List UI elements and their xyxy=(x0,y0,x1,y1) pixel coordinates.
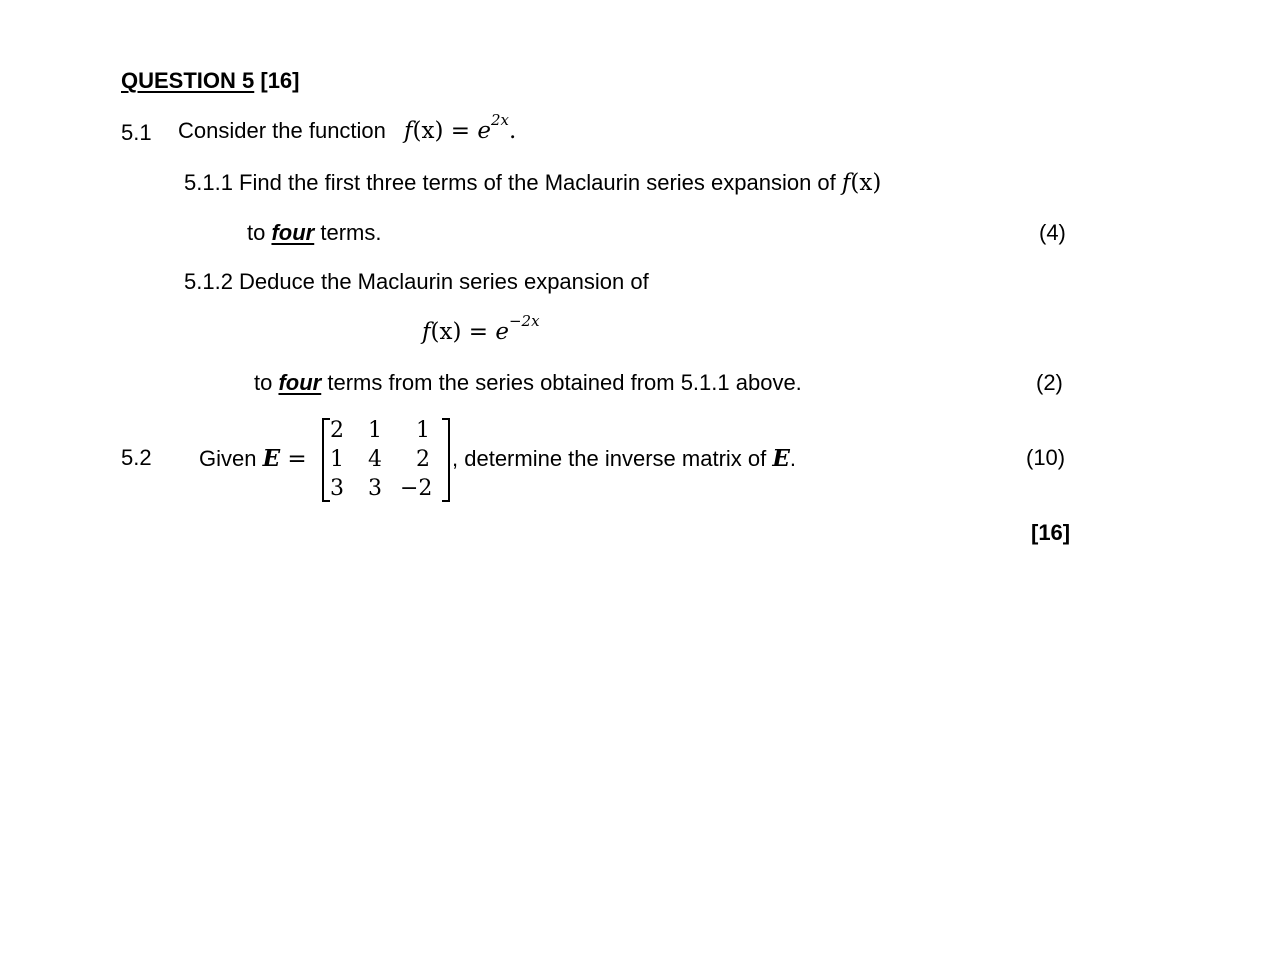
q5-1-1-text: 5.1.1 Find the first three terms of the Maclaurin series expansion of xyxy=(184,170,836,195)
matrix-right-bracket xyxy=(442,418,450,502)
q5-2-given: Given E = xyxy=(199,445,307,472)
q5-2-suffix: , determine the inverse matrix of E. xyxy=(452,445,797,472)
q5-1-line xyxy=(178,111,517,144)
matrix-cell: 3 xyxy=(330,476,344,501)
q5-1-exponent: 2x xyxy=(491,111,510,130)
q5-1-1-marks: (4) xyxy=(1039,220,1066,245)
q5-1-2-line3: to four terms from the series obtained from 5.1.1 above. xyxy=(254,370,802,395)
q5-1-2-emphasis: four xyxy=(278,370,322,395)
q5-1-2-function: $f(x) = e^{-2x}$ xyxy=(422,312,540,345)
matrix-cell: −2 xyxy=(400,476,433,501)
q5-1-2-text: 5.1.2 Deduce the Maclaurin series expansion of xyxy=(184,269,649,294)
q5-1-2-exponent: −2x xyxy=(508,312,540,331)
q5-1-function: $f(x) = e^{2x}$. xyxy=(404,111,517,144)
matrix-cell: 1 xyxy=(416,418,430,443)
question-title-label: QUESTION 5 xyxy=(121,68,255,93)
question-title-marks: [16] xyxy=(260,68,300,93)
q5-1-1-emphasis: four xyxy=(271,220,315,245)
q5-1-1-line2: to four terms. xyxy=(247,220,382,245)
q5-2-matrix-name: E xyxy=(262,445,281,472)
q5-1-1-function: f(x) xyxy=(841,170,882,196)
matrix-cell: 4 xyxy=(368,447,382,472)
q5-1-number: 5.1 xyxy=(121,120,152,145)
total-marks: [16] xyxy=(1031,520,1071,545)
matrix-cell: 1 xyxy=(368,418,382,443)
matrix-cell: 3 xyxy=(368,476,382,501)
matrix-e xyxy=(320,416,452,500)
q5-1-text: Consider the function xyxy=(178,118,386,143)
q5-2-marks: (10) xyxy=(1026,445,1066,470)
matrix-cell: 2 xyxy=(416,447,430,472)
q5-2-number: 5.2 xyxy=(121,445,152,470)
matrix-cell: 1 xyxy=(330,447,344,472)
matrix-cell: 2 xyxy=(330,418,344,443)
q5-1-2-marks: (2) xyxy=(1036,370,1063,395)
question-title xyxy=(121,70,300,92)
q5-1-1-line xyxy=(184,172,881,195)
